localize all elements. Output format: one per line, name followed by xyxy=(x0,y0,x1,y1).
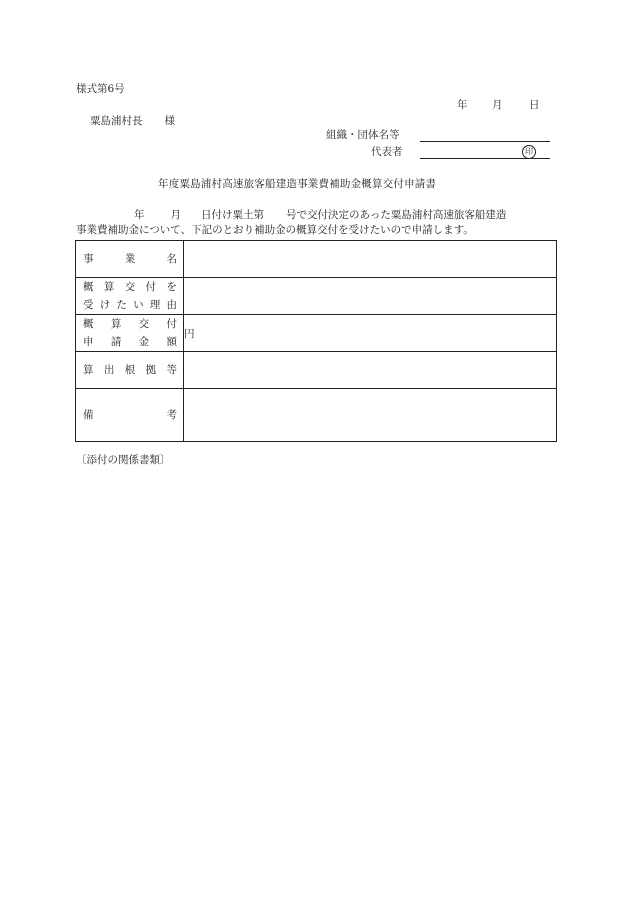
label-char: 由 xyxy=(166,299,177,311)
table-row xyxy=(76,389,557,442)
body-text-line-1 xyxy=(134,210,506,221)
date-month-label: 月 xyxy=(492,99,503,111)
label-line xyxy=(83,333,177,351)
reason-field[interactable] xyxy=(184,278,557,315)
label-char: 名 xyxy=(166,253,177,265)
label-char: 算 xyxy=(110,318,122,330)
body-year: 年 xyxy=(134,209,145,221)
attachment-label: 〔添付の関係書類〕 xyxy=(76,454,171,466)
representative-label: 代表者 xyxy=(371,146,403,158)
label-char: 備 xyxy=(83,409,94,421)
table-row xyxy=(76,315,557,352)
label-char: 事 xyxy=(83,253,94,265)
row-label-project-name xyxy=(76,241,184,278)
amount-field[interactable]: 円 xyxy=(184,315,557,352)
row-label-amount xyxy=(76,315,184,352)
body-text-line-2: 事業費補助金について、下記のとおり補助金の概算交付を受けたいので申請します。 xyxy=(76,224,474,236)
row-label-basis xyxy=(76,352,184,389)
label-char: 等 xyxy=(166,364,177,376)
table-row xyxy=(76,278,557,315)
addressee-name: 粟島浦村長 xyxy=(90,115,143,127)
label-char: 拠 xyxy=(145,364,157,376)
label-line xyxy=(83,406,177,424)
date-year-label: 年 xyxy=(457,99,468,111)
table-row xyxy=(76,352,557,389)
org-name-field[interactable] xyxy=(420,141,550,142)
label-char: 請 xyxy=(110,336,122,348)
label-char: 受 xyxy=(83,299,94,311)
label-char: 根 xyxy=(124,364,136,376)
label-line xyxy=(83,315,177,333)
label-char: 概 xyxy=(83,318,94,330)
label-line xyxy=(83,278,177,296)
label-char: た xyxy=(116,299,127,311)
body-line1-rest: 号で交付決定のあった粟島浦村高速旅客船建造 xyxy=(286,209,507,221)
label-char: 額 xyxy=(166,336,177,348)
label-char: 付 xyxy=(145,281,157,293)
org-name-label: 組織・団体名等 xyxy=(326,129,400,141)
body-date-ref: 日付け粟土第 xyxy=(201,209,264,221)
label-char: 算 xyxy=(103,281,115,293)
label-char: 交 xyxy=(124,281,136,293)
application-table xyxy=(75,240,557,442)
basis-field[interactable] xyxy=(184,352,557,389)
label-char: 申 xyxy=(83,336,94,348)
label-line xyxy=(83,361,177,379)
date-day-label: 日 xyxy=(529,99,540,111)
label-char: 金 xyxy=(138,336,150,348)
addressee-honorific: 様 xyxy=(164,115,175,127)
label-char: 交 xyxy=(138,318,150,330)
document-title: 年度粟島浦村高速旅客船建造事業費補助金概算交付申請書 xyxy=(158,178,437,190)
label-char: 概 xyxy=(83,281,94,293)
label-char: 出 xyxy=(103,364,115,376)
label-line xyxy=(83,296,177,314)
label-char: い xyxy=(133,299,144,311)
form-number: 様式第6号 xyxy=(76,83,125,95)
row-label-reason xyxy=(76,278,184,315)
label-char: を xyxy=(166,281,177,293)
label-char: 理 xyxy=(149,299,161,311)
seal-mark-icon: 印 xyxy=(522,145,536,159)
label-char: 付 xyxy=(166,318,177,330)
body-month: 月 xyxy=(170,209,181,221)
label-char: 算 xyxy=(83,364,94,376)
label-char: 業 xyxy=(124,253,136,265)
table-row xyxy=(76,241,557,278)
label-char: け xyxy=(99,299,111,311)
project-name-field[interactable] xyxy=(184,241,557,278)
label-line xyxy=(83,250,177,268)
addressee xyxy=(90,116,175,127)
remarks-field[interactable] xyxy=(184,389,557,442)
row-label-remarks xyxy=(76,389,184,442)
label-char: 考 xyxy=(166,409,177,421)
